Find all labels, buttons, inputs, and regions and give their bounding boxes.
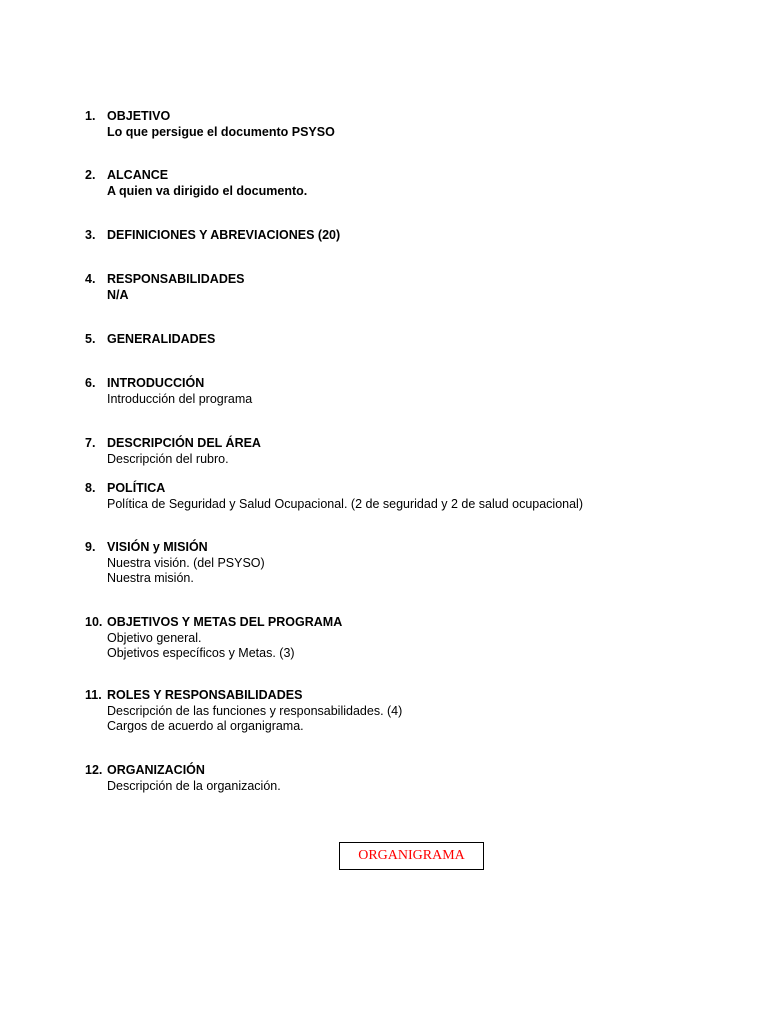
section-heading-row — [85, 109, 705, 125]
section-heading: RESPONSABILIDADES — [107, 272, 245, 286]
section-number: 3. — [85, 228, 96, 242]
section-heading: OBJETIVOS Y METAS DEL PROGRAMA — [107, 615, 343, 629]
section-heading: DESCRIPCIÓN DEL ÁREA — [107, 436, 261, 450]
section-body-line: Objetivo general. — [107, 630, 202, 645]
section-number: 6. — [85, 376, 96, 390]
section-heading-row — [85, 540, 705, 556]
section-5 — [85, 332, 705, 348]
section-body-line: Descripción de las funciones y responsabilidades. (4) — [107, 703, 403, 718]
section-12 — [85, 763, 705, 794]
section-number: 1. — [85, 109, 96, 123]
section-heading: POLÍTICA — [107, 481, 166, 495]
section-heading-row — [85, 228, 705, 244]
section-body-line: Lo que persigue el documento PSYSO — [107, 124, 335, 139]
section-heading-row — [85, 763, 705, 779]
section-heading: ROLES Y RESPONSABILIDADES — [107, 688, 303, 702]
section-heading: ORGANIZACIÓN — [107, 763, 205, 777]
section-body-line: Descripción del rubro. — [107, 451, 229, 466]
section-heading-row — [85, 436, 705, 452]
section-number: 9. — [85, 540, 96, 554]
section-number: 10. — [85, 615, 103, 629]
section-body-line: Política de Seguridad y Salud Ocupacional. (2 de seguridad y 2 de salud ocupacional) — [107, 496, 584, 511]
section-heading-row — [85, 168, 705, 184]
section-body-line: Nuestra visión. (del PSYSO) — [107, 555, 265, 570]
section-7 — [85, 436, 705, 467]
section-2 — [85, 168, 705, 199]
section-number: 2. — [85, 168, 96, 182]
section-6 — [85, 376, 705, 407]
section-body-line: A quien va dirigido el documento. — [107, 183, 308, 198]
section-body-line: Nuestra misión. — [107, 571, 194, 585]
section-heading: OBJETIVO — [107, 109, 171, 123]
section-number: 11. — [85, 688, 102, 702]
section-heading-row — [85, 481, 705, 497]
section-4 — [85, 272, 705, 303]
section-number: 7. — [85, 436, 96, 450]
section-heading-row — [85, 332, 705, 348]
section-heading-row — [85, 615, 705, 631]
section-10 — [85, 615, 705, 662]
section-1 — [85, 109, 705, 140]
section-heading-row — [85, 688, 705, 704]
section-heading-row — [85, 376, 705, 392]
section-9 — [85, 540, 705, 587]
section-body-line: Introducción del programa — [107, 391, 253, 406]
section-11 — [85, 688, 705, 735]
section-heading: GENERALIDADES — [107, 332, 216, 346]
section-heading-row — [85, 272, 705, 288]
section-body-line: Cargos de acuerdo al organigrama. — [107, 719, 304, 733]
section-number: 5. — [85, 332, 96, 346]
section-heading: VISIÓN y MISIÓN — [107, 540, 208, 554]
section-body-line: Descripción de la organización. — [107, 778, 281, 793]
section-8 — [85, 481, 705, 512]
organigrama-link[interactable]: ORGANIGRAMA — [339, 842, 484, 870]
section-heading: ALCANCE — [107, 168, 169, 182]
section-body-line: N/A — [107, 287, 129, 302]
section-number: 4. — [85, 272, 96, 286]
section-number: 12. — [85, 763, 103, 777]
section-heading: DEFINICIONES Y ABREVIACIONES (20) — [107, 228, 341, 242]
section-body-line: Objetivos específicos y Metas. (3) — [107, 646, 295, 660]
section-number: 8. — [85, 481, 96, 495]
section-3 — [85, 228, 705, 244]
section-heading: INTRODUCCIÓN — [107, 376, 205, 390]
